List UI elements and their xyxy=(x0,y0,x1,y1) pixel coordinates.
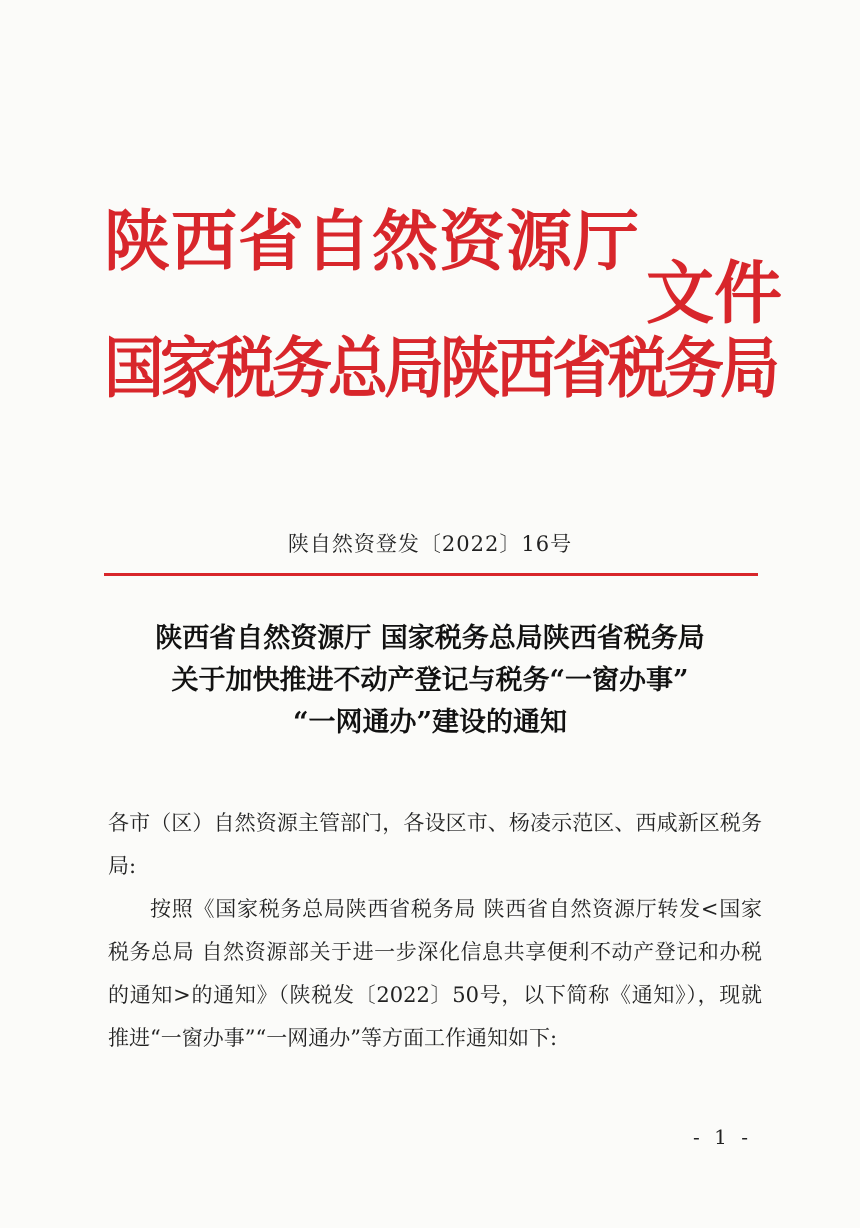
title-line-2: 关于加快推进不动产登记与税务“一窗办事” xyxy=(171,665,689,696)
document-number: 陕自然资登发〔2022〕16号 xyxy=(287,532,573,556)
document-label: 文件 xyxy=(646,254,783,334)
red-separator-line xyxy=(104,573,758,576)
body-paragraph: 按照《国家税务总局陕西省税务局 陕西省自然资源厅转发<国家税务总局 自然资源部关于进一步深化信息共享便利不动产登记和办税的通知>的通知》（陕税发〔2022〕50号，以下简称《通知》），现就推进“一窗办事”“一网通办”等方面工作通知如下: xyxy=(108,897,762,1050)
issuing-authorities-header xyxy=(104,202,804,428)
addressees-paragraph: 各市（区）自然资源主管部门，各设区市、杨凌示范区、西咸新区税务局: xyxy=(108,811,762,878)
page-number: - 1 - xyxy=(693,1125,752,1149)
document-body xyxy=(108,802,762,1060)
issuer-tax-bureau: 国家税务总局陕西省税务局 xyxy=(104,330,776,408)
issuer-natural-resources-department: 陕西省自然资源厅 xyxy=(104,202,640,280)
title-line-3: “一网通办”建设的通知 xyxy=(292,707,568,738)
document-title xyxy=(0,618,860,744)
title-line-1: 陕西省自然资源厅 国家税务总局陕西省税务局 xyxy=(155,623,705,654)
